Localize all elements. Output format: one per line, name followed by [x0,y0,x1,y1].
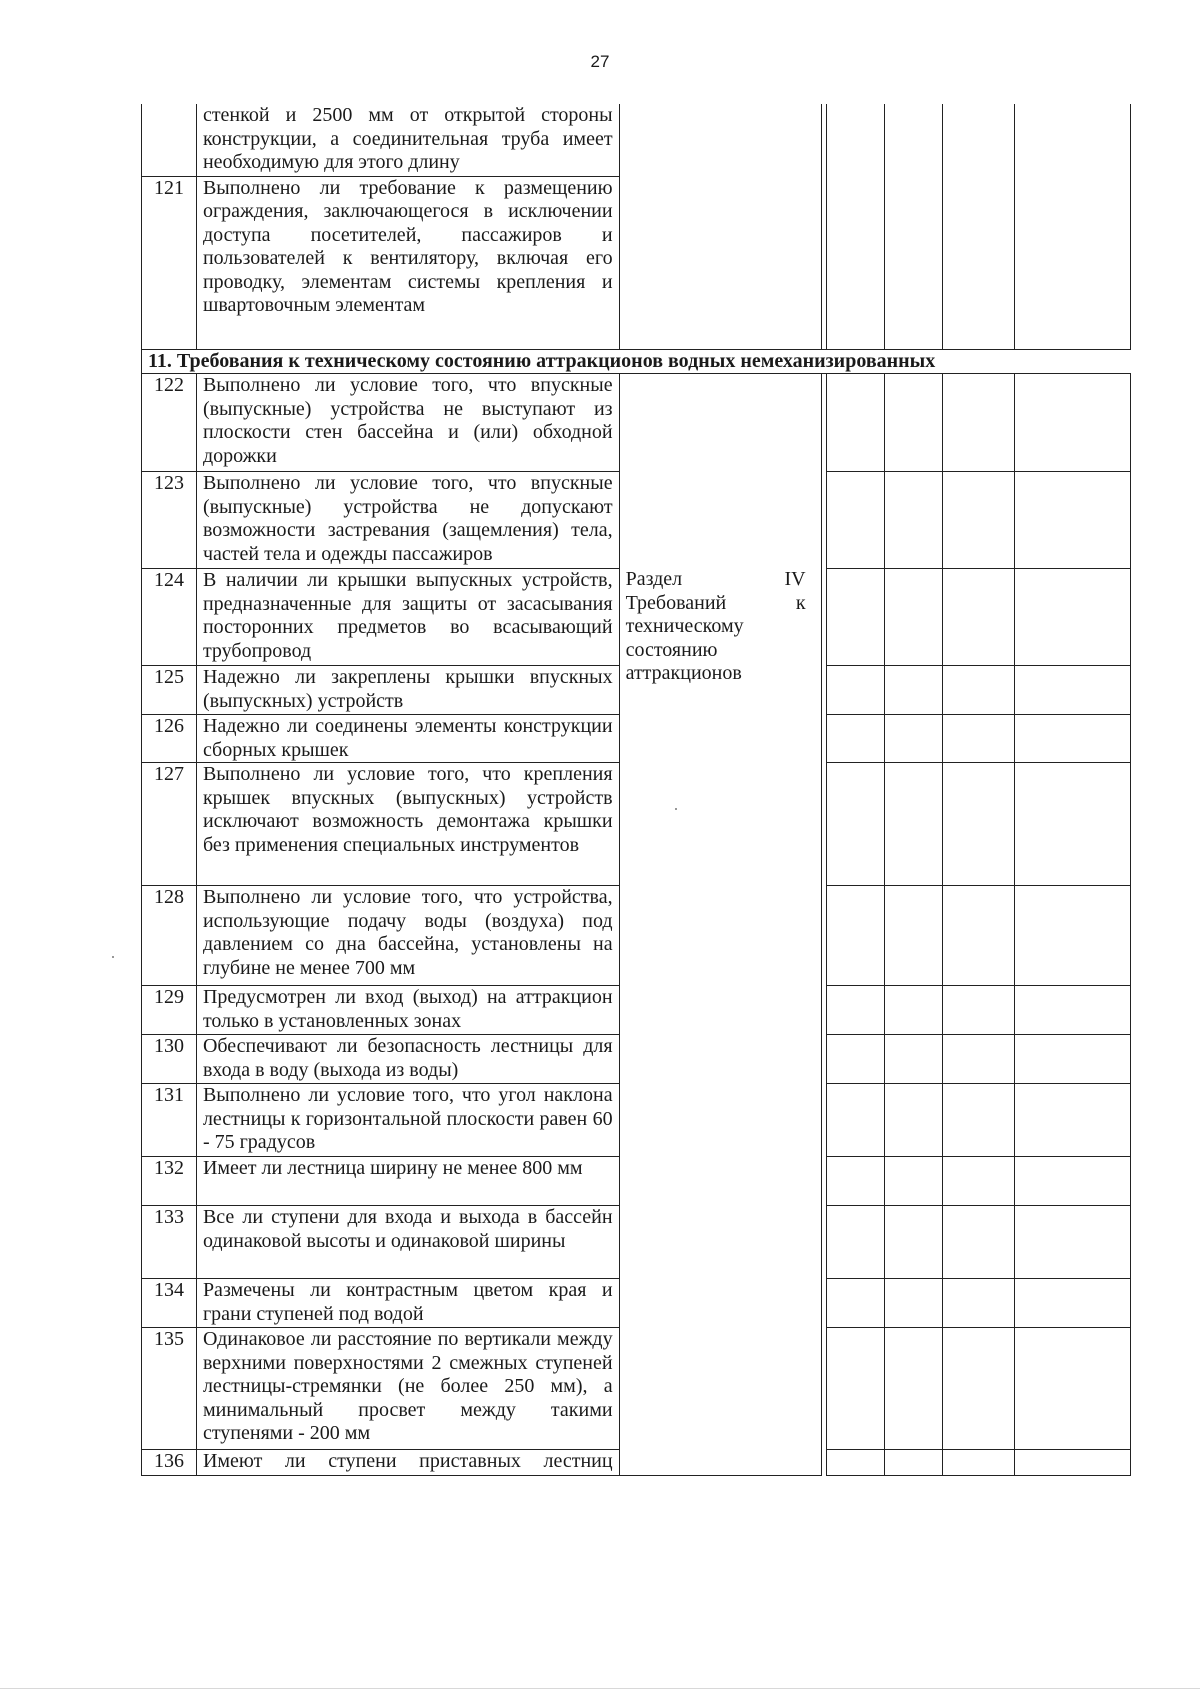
row-number: 125 [142,666,197,715]
answer-cell[interactable] [942,1157,1014,1206]
requirement-text: Выполнено ли условие того, что устройства, использующие подачу воды (воздуха) под давлением со дна бассейна, установлены на глубине не менее 700 мм [196,886,619,986]
answer-cell[interactable] [942,1328,1014,1450]
notes-cell[interactable] [1014,1328,1130,1450]
row-number [142,104,197,176]
requirement-text: Имеют ли ступени приставных лестниц [196,1450,619,1476]
answer-cell[interactable] [884,569,942,666]
row-number: 122 [142,374,197,472]
answer-cell[interactable] [942,104,1014,349]
notes-cell[interactable] [1014,1035,1130,1084]
answer-cell[interactable] [884,1279,942,1328]
row-number: 123 [142,472,197,569]
answer-cell[interactable] [826,1035,884,1084]
requirement-text: Обеспечивают ли безопасность лестницы для входа в воду (выхода из воды) [196,1035,619,1084]
answer-cell[interactable] [826,1084,884,1157]
row-number: 135 [142,1328,197,1450]
row-number: 133 [142,1206,197,1279]
notes-cell[interactable] [1014,569,1130,666]
requirement-text: Размечены ли контрастным цветом края и грани ступеней под водой [196,1279,619,1328]
answer-cell[interactable] [826,374,884,472]
requirement-text: Выполнено ли условие того, что впускные (выпускные) устройства не допускают возможности застревания (защемления) тела, частей тела и одежды пассажиров [196,472,619,569]
notes-cell[interactable] [1014,763,1130,886]
answer-cell[interactable] [826,1206,884,1279]
requirement-text: Имеет ли лестница ширину не менее 800 мм [196,1157,619,1206]
answer-cell[interactable] [942,763,1014,886]
answer-cell[interactable] [884,1328,942,1450]
answer-cell[interactable] [884,886,942,986]
answer-cell[interactable] [884,986,942,1035]
answer-cell[interactable] [884,715,942,763]
answer-cell[interactable] [942,1035,1014,1084]
answer-cell[interactable] [942,986,1014,1035]
answer-cell[interactable] [826,104,884,349]
requirement-text: В наличии ли крышки выпускных устройств, предназначенные для защиты от засасывания посторонних предметов во всасывающий трубопровод [196,569,619,666]
reference-line: Требований [625,591,727,614]
row-number: 126 [142,715,197,763]
answer-cell[interactable] [942,374,1014,472]
answer-cell[interactable] [826,986,884,1035]
row-number: 134 [142,1279,197,1328]
row-number: 124 [142,569,197,666]
answer-cell[interactable] [884,1157,942,1206]
answer-cell[interactable] [884,1206,942,1279]
answer-cell[interactable] [942,715,1014,763]
row-number: 129 [142,986,197,1035]
notes-cell[interactable] [1014,986,1130,1035]
answer-cell[interactable] [942,666,1014,715]
answer-cell[interactable] [942,886,1014,986]
requirement-text: стенкой и 2500 мм от открытой стороны конструкции, а соединительная труба имеет необходимую для этого длину [196,104,619,176]
answer-cell[interactable] [884,666,942,715]
requirement-text: Надежно ли закреплены крышки впускных (выпускных) устройств [196,666,619,715]
section-heading-row [142,349,1131,374]
answer-cell[interactable] [826,1157,884,1206]
requirement-text: Выполнено ли условие того, что угол наклона лестницы к горизонтальной плоскости равен 60 - 75 градусов [196,1084,619,1157]
row-number: 130 [142,1035,197,1084]
answer-cell[interactable] [826,886,884,986]
row-number: 127 [142,763,197,886]
notes-cell[interactable] [1014,104,1130,349]
answer-cell[interactable] [884,1084,942,1157]
requirement-text: Надежно ли соединены элементы конструкции сборных крышек [196,715,619,763]
reference-line: техническому [625,615,744,637]
scan-edge-line [0,1688,1200,1689]
scan-speck [112,956,114,958]
answer-cell[interactable] [942,1206,1014,1279]
row-number: 136 [142,1450,197,1476]
notes-cell[interactable] [1014,1206,1130,1279]
row-number: 128 [142,886,197,986]
answer-cell[interactable] [942,1450,1014,1476]
reference-line: аттракционов [625,662,742,684]
reference-cell [619,374,822,1476]
reference-line: IV [784,568,806,590]
requirement-text: Выполнено ли условие того, что крепления крышек впускных (выпускных) устройств исключают возможность демонтажа крышки без применения специальных инструментов [196,763,619,886]
requirement-text: Одинаковое ли расстояние по вертикали между верхними поверхностями 2 смежных ступеней лестницы-стремянки (не более 250 мм), а минимальный просвет между такими ступенями - 200 мм [196,1328,619,1450]
answer-cell[interactable] [826,569,884,666]
answer-cell[interactable] [884,374,942,472]
notes-cell[interactable] [1014,1279,1130,1328]
requirement-text: Предусмотрен ли вход (выход) на аттракцион только в установленных зонах [196,986,619,1035]
answer-cell[interactable] [942,569,1014,666]
notes-cell[interactable] [1014,1084,1130,1157]
scan-speck [675,808,677,810]
answer-cell[interactable] [942,472,1014,569]
table-row [142,104,1131,176]
page-number: 27 [590,52,610,71]
table-row [142,374,1131,472]
row-number: 132 [142,1157,197,1206]
answer-cell[interactable] [884,472,942,569]
checklist-table [141,104,1131,1476]
answer-cell[interactable] [826,715,884,763]
answer-cell[interactable] [826,472,884,569]
notes-cell[interactable] [1014,666,1130,715]
answer-cell[interactable] [826,666,884,715]
answer-cell[interactable] [884,1035,942,1084]
answer-cell[interactable] [826,1450,884,1476]
notes-cell[interactable] [1014,1157,1130,1206]
reference-cell [619,104,822,349]
reference-line: к [795,591,806,614]
notes-cell[interactable] [1014,886,1130,986]
requirement-text: Выполнено ли требование к размещению ограждения, заключающегося в исключении доступа посетителей, пассажиров и пользователей к вентилятору, включая его проводку, элементам системы крепления и швартовочным элементам [196,176,619,349]
notes-cell[interactable] [1014,472,1130,569]
notes-cell[interactable] [1014,715,1130,763]
answer-cell[interactable] [826,1279,884,1328]
answer-cell[interactable] [942,1279,1014,1328]
reference-line: состоянию [625,638,718,661]
row-number: 121 [142,176,197,349]
row-number: 131 [142,1084,197,1157]
section-title: 11. Требования к техническому состоянию аттракционов водных немеханизированных [142,349,1131,374]
reference-line: Раздел [625,568,683,590]
notes-cell[interactable] [1014,374,1130,472]
answer-cell[interactable] [884,1450,942,1476]
answer-cell[interactable] [942,1084,1014,1157]
requirement-text: Выполнено ли условие того, что впускные (выпускные) устройства не выступают из плоскости стен бассейна и (или) обходной дорожки [196,374,619,472]
answer-cell[interactable] [826,763,884,886]
requirement-text: Все ли ступени для входа и выхода в бассейн одинаковой высоты и одинаковой ширины [196,1206,619,1279]
answer-cell[interactable] [884,104,942,349]
notes-cell[interactable] [1014,1450,1130,1476]
answer-cell[interactable] [826,1328,884,1450]
answer-cell[interactable] [884,763,942,886]
